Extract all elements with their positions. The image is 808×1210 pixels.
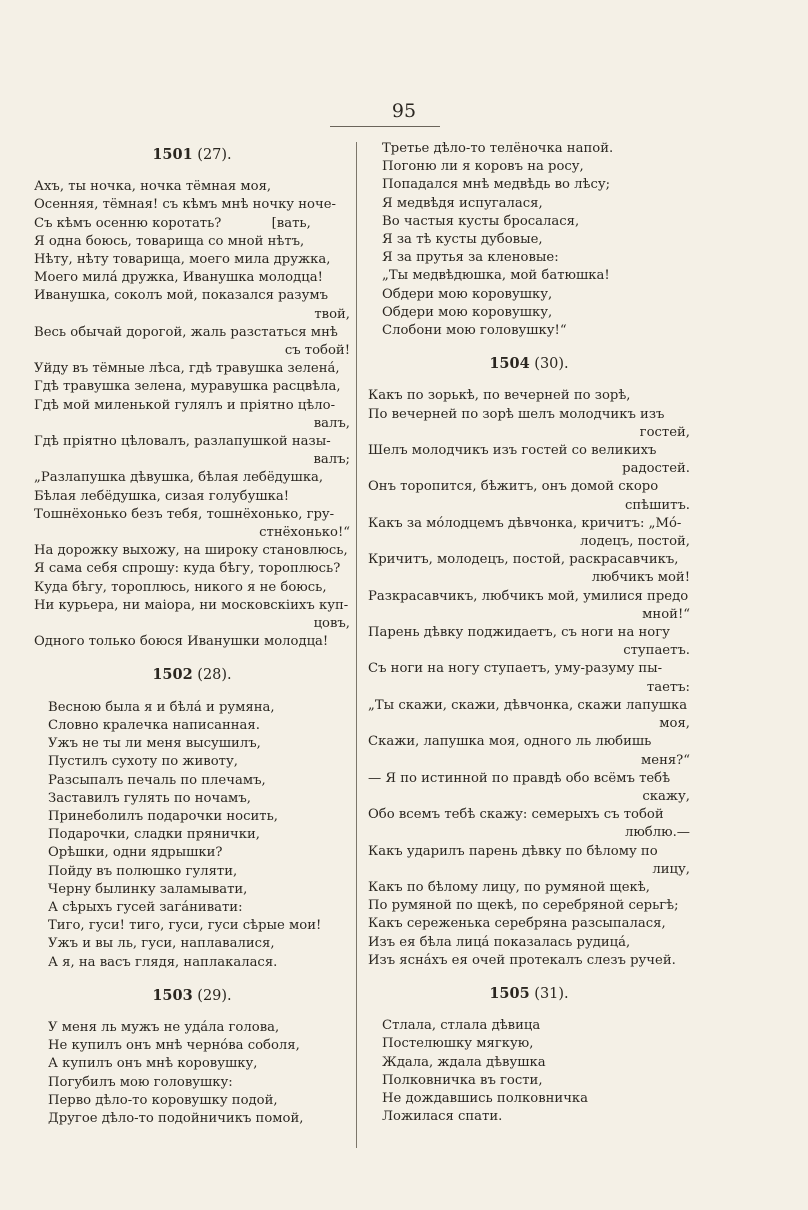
verse-line: Одного только боюся Иванушки молодца!: [34, 634, 329, 650]
poem-number: 1505: [489, 984, 530, 1002]
verse-line-wrap: лодецъ, постой,: [580, 534, 690, 550]
verse-line-wrap: мной!“: [642, 606, 690, 622]
verse-line: А купилъ онъ мнѣ коровушку,: [48, 1056, 258, 1072]
verse-line: Обо всемъ тебѣ скажу: семерыхъ съ тобой: [368, 807, 664, 823]
verse-line: На дорожку выхожу, на широку становлюсь,: [34, 543, 348, 559]
verse-line: Другое дѣло-то подойничикъ помой,: [48, 1110, 304, 1126]
poem-title-1502: [34, 666, 350, 684]
verse-line: Тиго, гуси! тиго, гуси, гуси сѣрые мои!: [48, 918, 322, 934]
poem-index: (29).: [192, 987, 232, 1004]
poem-1504: [368, 387, 690, 970]
verse-line: По румяной по щекѣ, по серебряной серьгѣ;: [368, 898, 679, 914]
verse-line: Парень дѣвку поджидаетъ, съ ноги на ногу: [368, 625, 670, 641]
verse-line: Черну былинку заламывати,: [48, 881, 248, 897]
verse-line: Гдѣ пріятно цѣловалъ, разлапушкой назы-: [34, 434, 331, 450]
verse-line-wrap: люблю.—: [624, 825, 690, 841]
verse-line-wrap: стнёхонько!“: [259, 525, 350, 541]
verse-line: Подарочки, сладки прянички,: [48, 827, 260, 843]
verse-line-wrap: твой,: [314, 306, 350, 322]
verse-line: Словно кралечка написанная.: [48, 717, 260, 733]
verse-line-wrap: спѣшитъ.: [624, 497, 690, 513]
verse-line: Погубилъ мою головушку:: [48, 1074, 233, 1090]
verse-line-wrap: валъ;: [313, 452, 350, 468]
verse-line: Какъ по зорькѣ, по вечерней по зорѣ,: [368, 388, 631, 404]
verse-line-wrap: цовъ,: [313, 616, 350, 632]
poem-number: 1504: [489, 355, 530, 373]
verse-line: Я медвѣдя испугалася,: [382, 195, 543, 211]
verse-line-wrap: гостей,: [639, 424, 690, 440]
verse-line: Во частыя кусты бросалася,: [382, 213, 580, 229]
verse-line: Не дождавшись полковничка: [382, 1090, 589, 1106]
poem-index: (27).: [192, 147, 232, 163]
verse-line-wrap: лицу,: [652, 861, 690, 877]
poem-1505: [368, 1017, 690, 1126]
verse-line: Попадался мнѣ медвѣдь во лѣсу;: [382, 177, 611, 193]
left-column: [34, 140, 350, 1128]
verse-line: — Я по истинной по правдѣ обо всёмъ тебѣ: [368, 770, 671, 786]
verse-line: Я одна боюсь, товарища со мной нѣтъ,: [34, 233, 305, 249]
poem-index: (28).: [192, 667, 232, 684]
verse-line: Съ ноги на ногу ступаетъ, уму-разуму пы-: [368, 661, 663, 677]
verse-line: Изъ ея бѣла лицá показалась рудицá,: [368, 934, 631, 950]
verse-line: Ужъ не ты ли меня высушилъ,: [48, 736, 261, 752]
verse-line: Иванушка, соколъ мой, показался разумъ: [34, 288, 328, 304]
verse-line: Бѣлая лебёдушка, сизая голубушка!: [34, 488, 290, 504]
verse-line: „Ты скажи, скажи, дѣвчонка, скажи лапушка: [368, 697, 688, 713]
poem-1501: [34, 178, 350, 651]
verse-line: Перво дѣло-то коровушку подой,: [48, 1092, 278, 1108]
verse-line-wrap: радостей.: [622, 461, 690, 477]
header-rule: [330, 126, 440, 127]
verse-line: Я за прутья за кленовые:: [382, 250, 559, 266]
verse-line: Принеболилъ подарочки носить,: [48, 808, 278, 824]
verse-line: Какъ ударилъ парень дѣвку по бѣлому по: [368, 843, 658, 859]
verse-line-wrap: скажу,: [642, 788, 690, 804]
verse-line: Ужъ и вы ль, гуси, наплавалися,: [48, 936, 275, 952]
verse-line: По вечерней по зорѣ шелъ молодчикъ изъ: [368, 406, 665, 422]
verse-line-wrap: таетъ:: [646, 679, 690, 695]
verse-line: Я сама себя спрошу: куда бѣгу, тороплюсь?: [34, 561, 341, 577]
poem-number: 1503: [152, 986, 193, 1004]
poem-title-1501: [34, 146, 350, 164]
verse-line: Третье дѣло-то телёночка напой.: [382, 141, 614, 156]
verse-line: Разсыпалъ печаль по плечамъ,: [48, 772, 266, 788]
verse-line: Съ кѣмъ осенню коротать? [вать,: [34, 215, 311, 231]
verse-line-wrap: съ тобой!: [284, 343, 350, 359]
verse-line: Изъ яснáхъ ея очей протекалъ слезъ ручей.: [368, 952, 676, 968]
verse-line-wrap: ступаетъ.: [623, 643, 690, 659]
verse-line: „Ты медвѣдюшка, мой батюшка!: [382, 268, 610, 284]
verse-line: Ждала, ждала дѣвушка: [382, 1054, 546, 1070]
verse-line-wrap: меня?“: [641, 752, 690, 768]
verse-line: Полковничка въ гости,: [382, 1072, 543, 1088]
verse-line: Скажи, лапушка моя, одного ль любишь: [368, 734, 652, 750]
verse-line: Гдѣ мой миленькой гулялъ и пріятно цѣло-: [34, 397, 336, 413]
verse-line: Ахъ, ты ночка, ночка тёмная моя,: [34, 179, 272, 195]
verse-line: Разкрасавчикъ, любчикъ мой, умилися предо: [368, 588, 689, 604]
verse-line: „Разлапушка дѣвушка, бѣлая лебёдушка,: [34, 470, 324, 486]
right-column: [368, 140, 690, 1126]
verse-line: Погоню ли я коровъ на росу,: [382, 159, 584, 175]
verse-line: Моего милá дружка, Иванушка молодца!: [34, 270, 323, 286]
verse-line: Обдери мою коровушку,: [382, 304, 553, 320]
verse-line: Не купилъ онъ мнѣ чернóва соболя,: [48, 1038, 300, 1054]
verse-line: У меня ль мужъ не удáла голова,: [48, 1019, 280, 1035]
poem-title-1503: [34, 987, 350, 1005]
verse-line: Осенняя, тёмная! съ кѣмъ мнѣ ночку ноче-: [34, 197, 336, 213]
verse-line: Какъ по бѣлому лицу, по румяной щекѣ,: [368, 879, 650, 895]
verse-line: Пойду въ полюшко гуляти,: [48, 863, 238, 879]
verse-line: Какъ сереженька серебряна разсыпалася,: [368, 916, 666, 932]
poem-title-1505: [368, 985, 690, 1003]
verse-line: Обдери мою коровушку,: [382, 286, 553, 302]
verse-line-wrap: валъ,: [313, 415, 350, 431]
verse-line: Орѣшки, одни ядрышки?: [48, 845, 223, 861]
verse-line: А сѣрыхъ гусей загáнивати:: [48, 899, 243, 915]
verse-line: Гдѣ травушка зелена, муравушка расцвѣла,: [34, 379, 341, 395]
poem-number: 1501: [152, 146, 193, 163]
verse-line: Кричитъ, молодецъ, постой, раскрасавчикъ,: [368, 552, 679, 568]
poem-index: (31).: [529, 985, 569, 1002]
verse-line: Какъ за мóлодцемъ дѣвчонка, кричитъ: „Мó-: [368, 515, 682, 531]
verse-line: Пустилъ сухоту по животу,: [48, 754, 238, 770]
verse-line: Стлала, стлала дѣвица: [382, 1018, 541, 1034]
verse-line: Весною была я и бѣлá и румяна,: [48, 699, 275, 715]
verse-line: Постелюшку мягкую,: [382, 1036, 534, 1052]
verse-line: Ни курьера, ни маіора, ни московскіихъ куп-: [34, 597, 349, 613]
verse-line-wrap: моя,: [659, 716, 690, 732]
verse-line-wrap: любчикъ мой!: [591, 570, 690, 586]
page-number: 95: [391, 100, 417, 122]
poem-number: 1502: [152, 666, 193, 684]
verse-line: Ложилася спати.: [382, 1109, 503, 1125]
verse-line: Слобони мою головушку!“: [382, 323, 567, 339]
verse-line: А я, на васъ глядя, наплакалася.: [48, 954, 278, 970]
verse-line: Уйду въ тёмные лѣса, гдѣ травушка зеленá,: [34, 361, 340, 377]
verse-line: Тошнёхонько безъ тебя, тошнёхонько, гру-: [34, 506, 335, 522]
verse-line: Нѣту, нѣту товарища, моего мила дружка,: [34, 252, 331, 268]
poem-1503-part-2: [368, 140, 690, 340]
poem-index: (30).: [529, 356, 569, 373]
verse-line: Онъ торопится, бѣжитъ, онъ домой скоро: [368, 479, 659, 495]
verse-line: Куда бѣгу, тороплюсь, никого я не боюсь,: [34, 579, 327, 595]
verse-line: Шелъ молодчикъ изъ гостей со великихъ: [368, 443, 657, 459]
poem-title-1504: [368, 355, 690, 373]
poem-1502: [34, 699, 350, 972]
verse-line: Заставилъ гулять по ночамъ,: [48, 790, 251, 806]
column-divider: [356, 142, 357, 1148]
poem-1503-part-1: [34, 1019, 350, 1128]
verse-line: Я за тѣ кусты дубовые,: [382, 232, 543, 248]
verse-line: Весь обычай дорогой, жаль разстаться мнѣ: [34, 324, 338, 340]
